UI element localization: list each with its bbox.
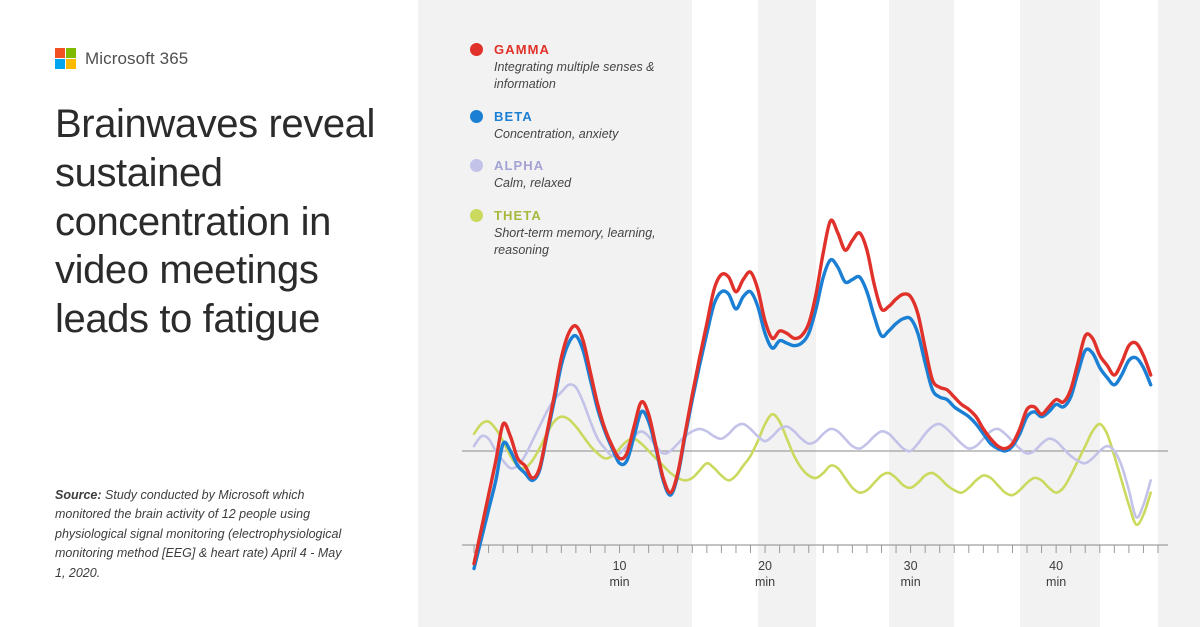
chart-legend: [470, 42, 710, 275]
legend-label: BETA: [494, 108, 533, 124]
x-axis-label-value: 10: [612, 559, 627, 573]
legend-dot-theta-icon: [470, 209, 483, 222]
legend-item-theta: [470, 208, 710, 259]
legend-description: Calm, relaxed: [494, 176, 572, 191]
x-axis-label-unit: min: [1046, 574, 1067, 589]
x-axis-label-value: 30: [903, 559, 918, 573]
x-axis-label-unit: min: [609, 574, 630, 589]
legend-item-alpha: [470, 158, 710, 192]
microsoft-logo-icon: [55, 48, 76, 69]
x-axis-label: [609, 559, 629, 590]
source-text: Study conducted by Microsoft which monitored the brain activity of 12 people using physiological signal monitoring (electrophysiological monitoring method [EEG] & heart rate) April 4 - May 1, 2020.: [55, 488, 342, 580]
page-title: Brainwaves reveal sustained concentration in video meetings leads to fatigue: [55, 102, 376, 342]
x-axis-label: [901, 559, 921, 590]
legend-label: ALPHA: [494, 158, 545, 174]
brand: [55, 48, 188, 69]
x-axis-label-unit: min: [900, 574, 921, 589]
legend-dot-beta-icon: [470, 110, 483, 123]
chart-panel: [418, 0, 1200, 627]
legend-item-gamma: [470, 42, 710, 93]
legend-label: GAMMA: [494, 42, 551, 57]
x-axis-label: [1046, 559, 1066, 590]
legend-label: THETA: [494, 208, 542, 223]
series-line-theta: [474, 414, 1151, 525]
source-note: [55, 486, 345, 583]
legend-dot-gamma-icon: [470, 43, 483, 56]
x-axis-labels: [418, 559, 1200, 593]
x-axis-label-value: 40: [1049, 559, 1064, 573]
brand-name: Microsoft 365: [85, 48, 189, 68]
x-axis-label-value: 20: [758, 559, 773, 573]
source-label: Source:: [55, 488, 102, 502]
x-axis-label-unit: min: [754, 574, 776, 589]
legend-description: Integrating multiple senses & information: [494, 60, 655, 91]
legend-item-beta: [470, 109, 710, 143]
legend-description: Concentration, anxiety: [494, 126, 619, 141]
legend-dot-alpha-icon: [470, 159, 483, 172]
left-panel: [0, 0, 418, 627]
x-axis-label: [755, 559, 775, 590]
legend-description: Short-term memory, learning, reasoning: [494, 226, 656, 257]
